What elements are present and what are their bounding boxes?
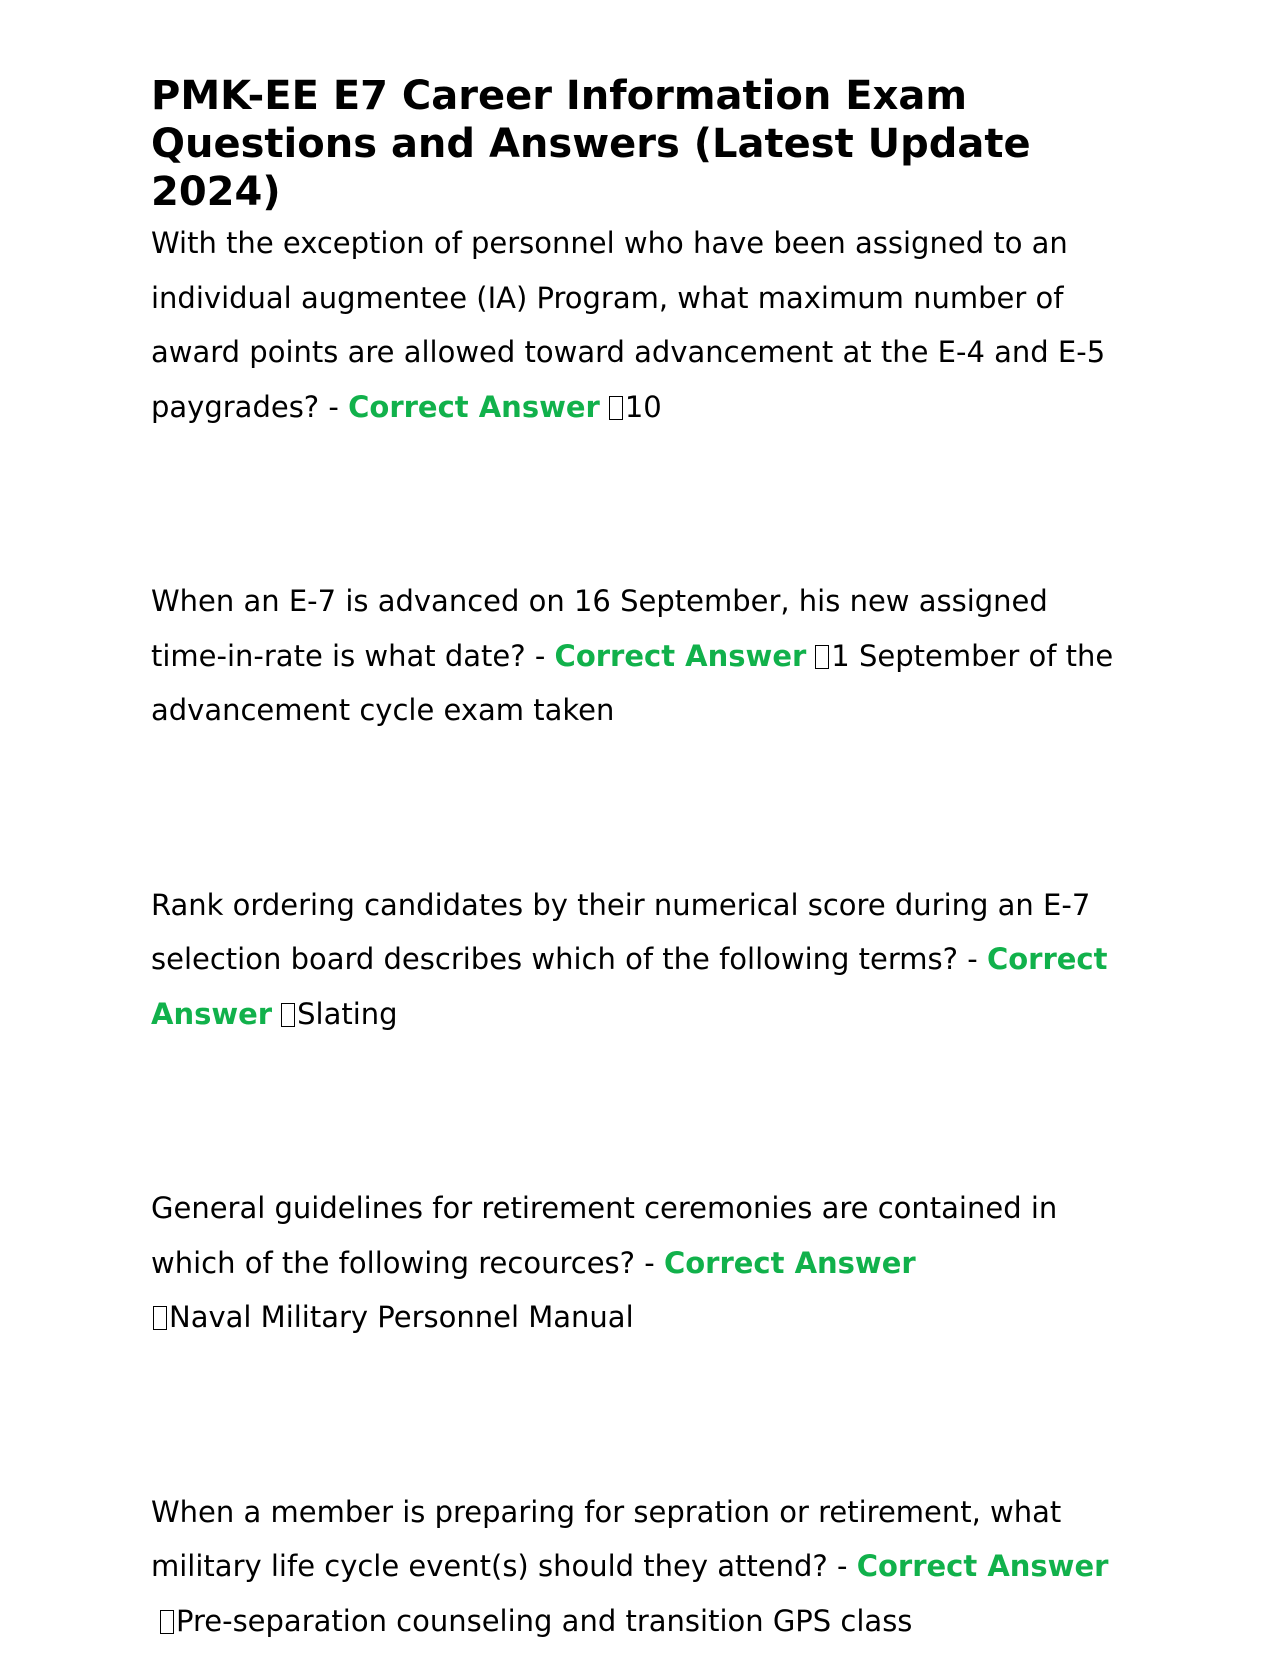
missing-glyph-icon	[609, 396, 623, 420]
document-page	[151, 72, 1131, 1648]
correct-answer-label: Correct Answer	[151, 942, 1108, 1031]
separator: -	[958, 942, 987, 976]
question-text: General guidelines for retirement ceremonies are contained in which of the following recources?	[151, 1191, 1058, 1280]
missing-glyph-icon	[153, 1306, 167, 1330]
correct-answer-label: Correct Answer	[348, 389, 600, 424]
separator: -	[827, 1549, 857, 1583]
missing-glyph-icon	[815, 645, 829, 669]
answer-text: Pre-separation counseling and transition GPS class	[176, 1603, 913, 1638]
answer-text: 10	[624, 389, 662, 424]
correct-answer-label: Correct Answer	[856, 1549, 1109, 1583]
question-text: With the exception of personnel who have been assigned to an individual augmentee (IA) Program, what maximum number of award points are allowed toward advancement at the E-4 and E-5 paygrades?	[151, 226, 1106, 424]
qa-item	[151, 216, 1131, 434]
separator: -	[635, 1245, 664, 1280]
qa-item	[151, 878, 1131, 1042]
document-title: PMK-EE E7 Career Information Exam Questions and Answers (Latest Update 2024)	[151, 73, 1031, 215]
qa-item	[151, 574, 1131, 738]
separator: -	[319, 389, 349, 424]
separator: -	[525, 638, 555, 673]
missing-glyph-icon	[160, 1610, 174, 1634]
qa-item	[151, 1485, 1131, 1649]
answer-text: Naval Military Personnel Manual	[169, 1300, 634, 1334]
answer-text: Slating	[297, 996, 398, 1031]
answer-text: 1 September of the advancement cycle exam taken	[151, 638, 1114, 727]
correct-answer-label: Correct Answer	[663, 1245, 916, 1280]
correct-answer-label: Correct Answer	[554, 638, 807, 673]
question-text: Rank ordering candidates by their numerical score during an E-7 selection board describes which of the following terms?	[151, 887, 1091, 976]
qa-item	[151, 1181, 1131, 1345]
question-text: When a member is preparing for sepration or retirement, what military life cycle event(s) should they attend?	[151, 1494, 1062, 1583]
missing-glyph-icon	[281, 1003, 295, 1027]
qa-list	[151, 216, 1131, 1648]
question-text: When an E-7 is advanced on 16 September, his new assigned time-in-rate is what date?	[151, 584, 1048, 673]
